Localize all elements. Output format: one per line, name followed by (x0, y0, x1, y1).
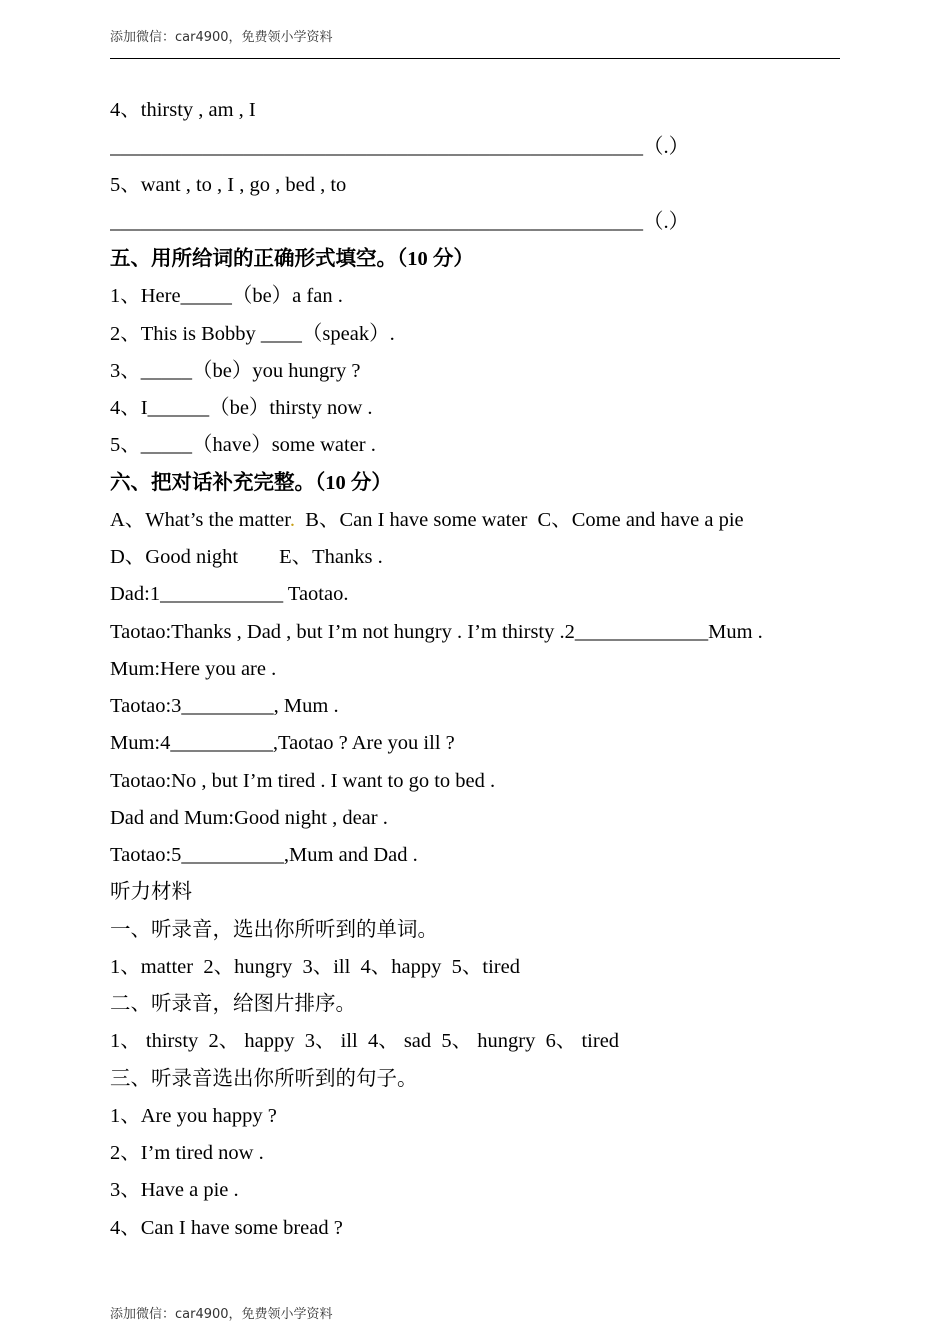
listening-part-1-words: 1、matter 2、hungry 3、ill 4、happy 5、tired (110, 955, 520, 978)
answer-line: ____________________________________________________（.） (110, 136, 690, 159)
reorder-item-5: 5、want , to , I , go , bed , to (110, 173, 347, 196)
reorder-item-4: 4、thirsty , am , I (110, 99, 256, 121)
header-rule (110, 58, 840, 59)
dialogue-line-4: Taotao:3_________, Mum . (110, 695, 339, 717)
fill-item-3: 3、_____（be）you hungry ? (110, 359, 361, 382)
page-footer: 添加微信：car4900，免费领小学资料 (110, 1307, 333, 1322)
listening-sentence-2: 2、I’m tired now . (110, 1142, 264, 1164)
dialogue-line-1: Dad:1____________ Taotao. (110, 583, 349, 606)
listening-sentence-3: 3、Have a pie . (110, 1179, 239, 1202)
document-body (110, 92, 840, 1247)
fill-item-2: 2、This is Bobby ____（speak）. (110, 322, 395, 345)
listening-sentence-4: 4、Can I have some bread ? (110, 1216, 343, 1239)
section-5-heading: 五、用所给词的正确形式填空。（10 分） (110, 248, 474, 270)
dialogue-line-5: Mum:4__________,Taotao ? Are you ill ? (110, 732, 455, 755)
dialogue-line-8: Taotao:5__________,Mum and Dad . (110, 844, 418, 866)
listening-part-2-heading: 二、听录音，给图片排序。 (110, 993, 356, 1015)
section-6-heading: 六、把对话补充完整。（10 分） (110, 471, 392, 494)
dialogue-line-3: Mum:Here you are . (110, 657, 277, 680)
page-header: 添加微信：car4900，免费领小学资料 (110, 30, 333, 45)
options-b-c: B、Can I have some water C、Come and have a pie (295, 508, 744, 531)
answer-line: ____________________________________________________（.） (110, 210, 690, 233)
dialogue-options-line-2: D、Good night E、Thanks . (110, 546, 383, 568)
listening-part-3-heading: 三、听录音选出你所听到的句子。 (110, 1067, 418, 1090)
fill-item-5: 5、_____（have）some water . (110, 434, 376, 457)
fill-item-1: 1、Here_____（be）a fan . (110, 285, 343, 308)
dialogue-line-7: Dad and Mum:Good night , dear . (110, 806, 388, 829)
dialogue-line-2: Taotao:Thanks , Dad , but I’m not hungry . I’m thirsty .2_____________Mum . (110, 620, 763, 643)
stray-mark: . (289, 508, 296, 531)
option-a: A、What’s the matter (110, 508, 290, 531)
listening-part-2-words: 1、 thirsty 2、 happy 3、 ill 4、 sad 5、 hungry 6、 tired (110, 1030, 620, 1053)
listening-part-1-heading: 一、听录音，选出你所听到的单词。 (110, 918, 438, 941)
fill-item-4: 4、I______（be）thirsty now . (110, 397, 373, 419)
listening-sentence-1: 1、Are you happy ? (110, 1104, 277, 1127)
dialogue-options-line-1 (110, 502, 840, 539)
dialogue-line-6: Taotao:No , but I’m tired . I want to go to bed . (110, 769, 496, 792)
listening-title: 听力材料 (110, 881, 192, 904)
